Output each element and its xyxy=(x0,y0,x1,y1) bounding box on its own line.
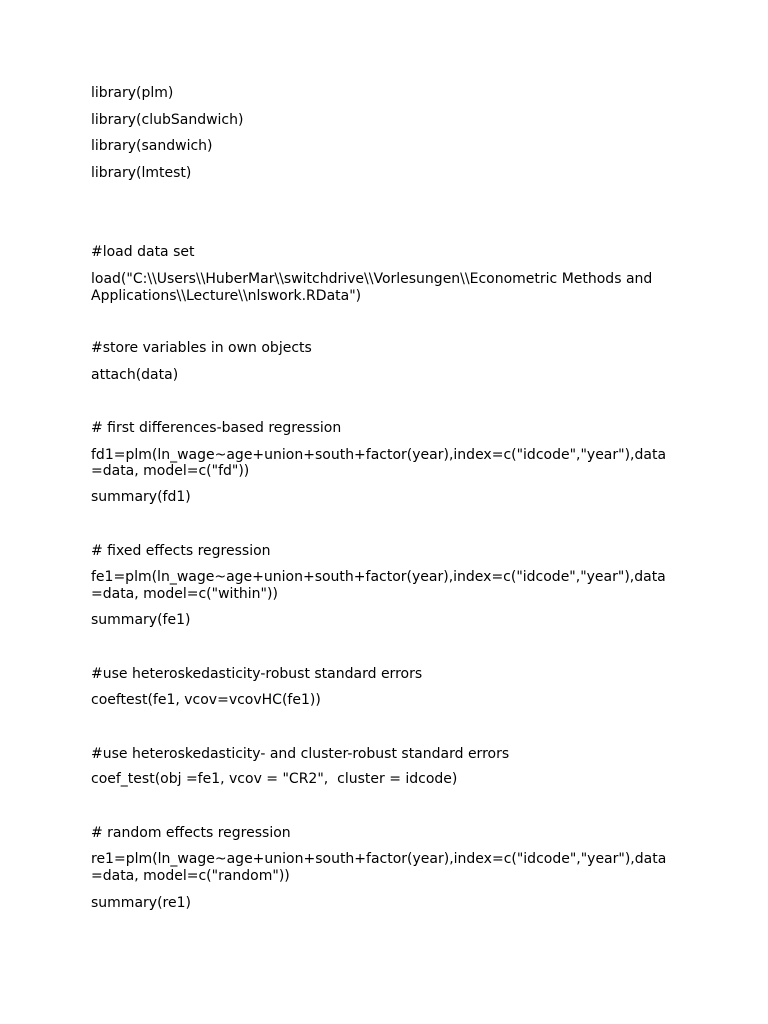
code-line-fd1: fd1=plm(ln_wage~age+union+south+factor(year),index=c("idcode","year"),data xyxy=(91,447,667,463)
comment-load-data-set: #load data set xyxy=(91,244,195,260)
code-line-fd1-continued: =data, model=c("fd")) xyxy=(91,463,250,479)
code-line-fe1-continued: =data, model=c("within")) xyxy=(91,586,278,602)
comment-store-variables: #store variables in own objects xyxy=(91,340,312,356)
code-line-coef-test: coef_test(obj =fe1, vcov = "CR2", cluster = idcode) xyxy=(91,771,458,787)
code-line-attach: attach(data) xyxy=(91,367,179,383)
code-line-summary-fe1: summary(fe1) xyxy=(91,612,191,628)
code-line-re1-continued: =data, model=c("random")) xyxy=(91,868,290,884)
code-line-fe1: fe1=plm(ln_wage~age+union+south+factor(year),index=c("idcode","year"),data xyxy=(91,569,666,585)
code-line-re1: re1=plm(ln_wage~age+union+south+factor(year),index=c("idcode","year"),data xyxy=(91,851,667,867)
code-line-library-lmtest: library(lmtest) xyxy=(91,165,192,181)
comment-fixed-effects: # fixed effects regression xyxy=(91,543,271,559)
comment-cluster-robust: #use heteroskedasticity- and cluster-robust standard errors xyxy=(91,746,510,762)
code-line-library-sandwich: library(sandwich) xyxy=(91,138,213,154)
comment-random-effects: # random effects regression xyxy=(91,825,291,841)
comment-heteroskedasticity-robust: #use heteroskedasticity-robust standard errors xyxy=(91,666,423,682)
code-line-library-clubsandwich: library(clubSandwich) xyxy=(91,112,244,128)
code-line-coeftest: coeftest(fe1, vcov=vcovHC(fe1)) xyxy=(91,692,321,708)
code-line-load-path: load("C:\\Users\\HuberMar\\switchdrive\\Vorlesungen\\Econometric Methods and xyxy=(91,271,653,287)
code-line-library-plm: library(plm) xyxy=(91,85,174,101)
code-line-load-path-continued: Applications\\Lecture\\nlswork.RData") xyxy=(91,288,362,304)
code-line-summary-re1: summary(re1) xyxy=(91,895,191,911)
code-line-summary-fd1: summary(fd1) xyxy=(91,489,191,505)
comment-first-differences: # first differences-based regression xyxy=(91,420,342,436)
